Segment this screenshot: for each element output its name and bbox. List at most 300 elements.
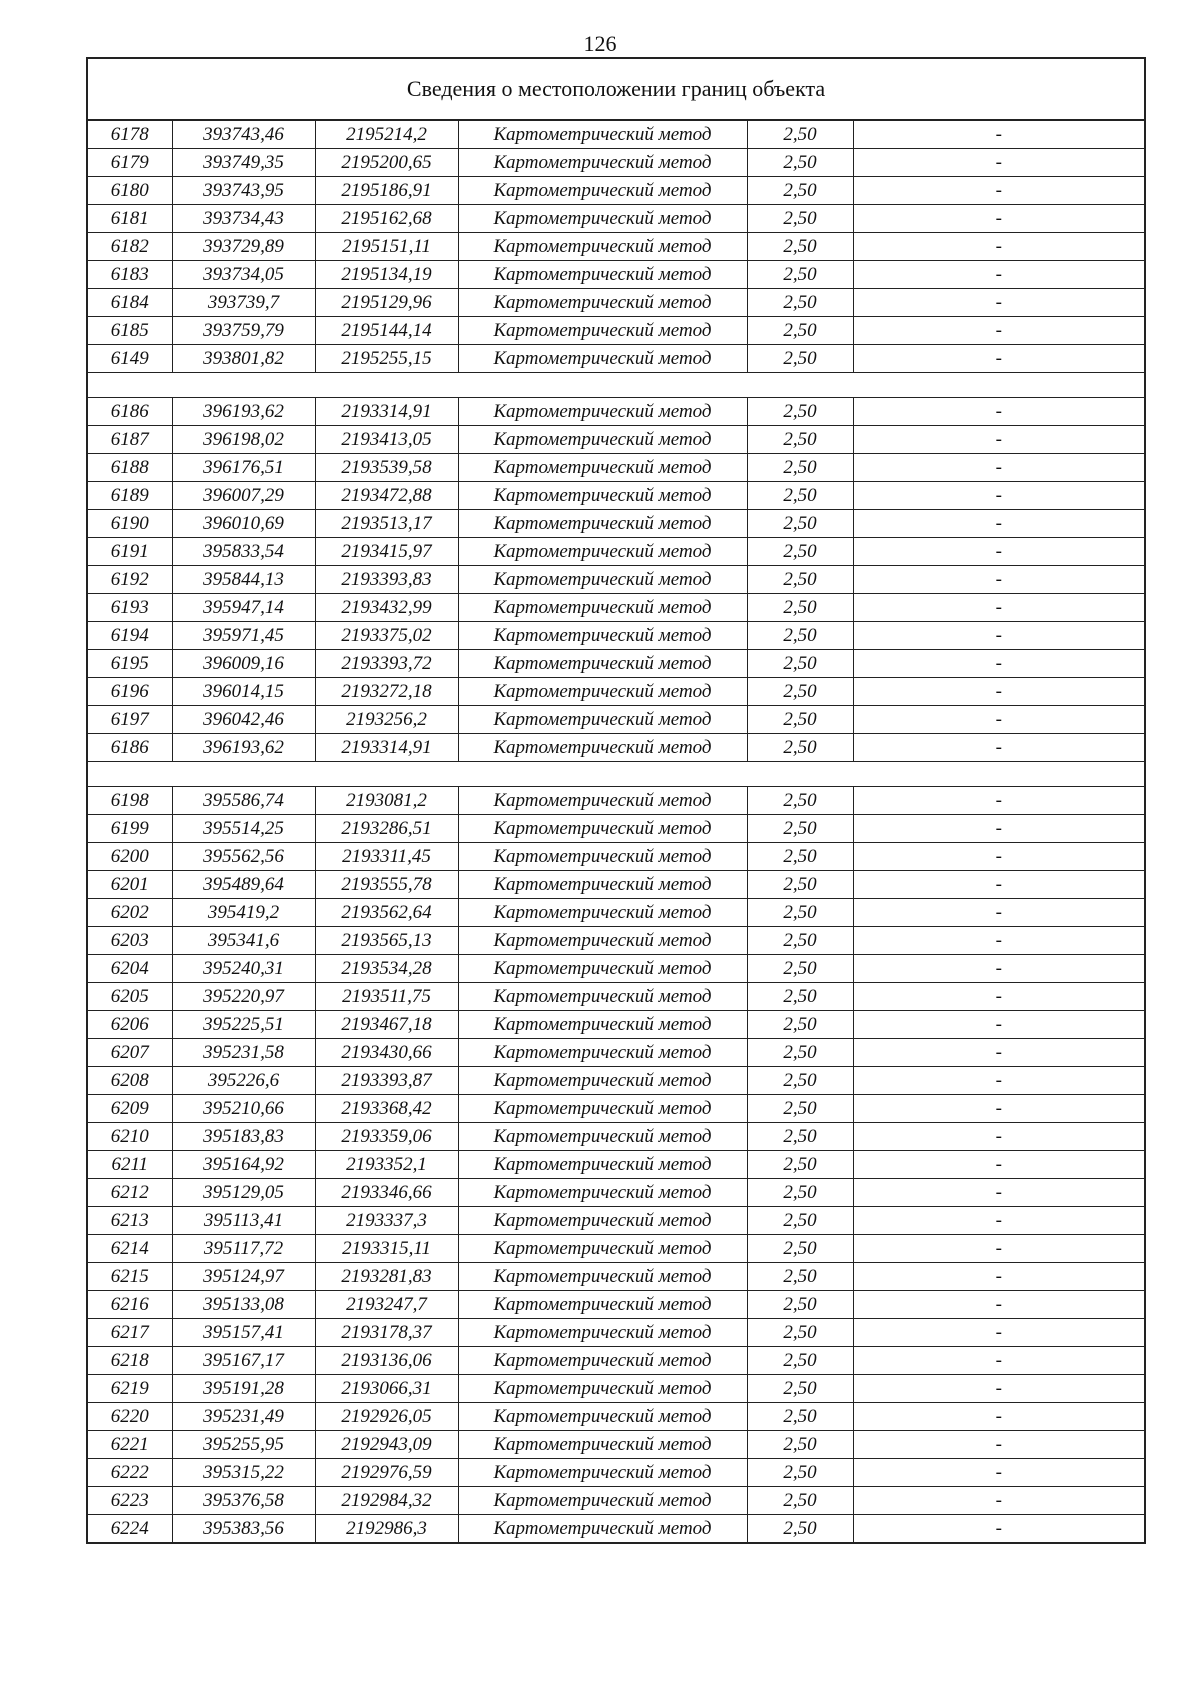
table-row <box>87 843 1145 871</box>
description-cell: - <box>853 1347 1145 1375</box>
point-number-cell: 6206 <box>87 1011 172 1039</box>
table-row <box>87 1011 1145 1039</box>
point-number-cell: 6186 <box>87 398 172 426</box>
coordinate-y-cell: 2195255,15 <box>315 345 458 373</box>
coordinate-x-cell: 395231,58 <box>172 1039 315 1067</box>
point-number-cell: 6192 <box>87 566 172 594</box>
accuracy-cell: 2,50 <box>747 454 853 482</box>
coordinate-x-cell: 395210,66 <box>172 1095 315 1123</box>
accuracy-cell: 2,50 <box>747 205 853 233</box>
coordinate-x-cell: 396014,15 <box>172 678 315 706</box>
method-cell: Картометрический метод <box>458 843 747 871</box>
method-cell: Картометрический метод <box>458 398 747 426</box>
accuracy-cell: 2,50 <box>747 927 853 955</box>
coordinate-y-cell: 2193432,99 <box>315 594 458 622</box>
description-cell: - <box>853 510 1145 538</box>
table-row <box>87 1095 1145 1123</box>
table-row <box>87 482 1145 510</box>
accuracy-cell: 2,50 <box>747 149 853 177</box>
coordinate-y-cell: 2193314,91 <box>315 398 458 426</box>
coordinate-x-cell: 395191,28 <box>172 1375 315 1403</box>
accuracy-cell: 2,50 <box>747 482 853 510</box>
table-row <box>87 1235 1145 1263</box>
coordinate-y-cell: 2193375,02 <box>315 622 458 650</box>
coordinate-x-cell: 396198,02 <box>172 426 315 454</box>
table-row <box>87 566 1145 594</box>
description-cell: - <box>853 398 1145 426</box>
accuracy-cell: 2,50 <box>747 815 853 843</box>
accuracy-cell: 2,50 <box>747 1347 853 1375</box>
description-cell: - <box>853 317 1145 345</box>
method-cell: Картометрический метод <box>458 955 747 983</box>
coordinate-x-cell: 393734,05 <box>172 261 315 289</box>
coordinate-x-cell: 395240,31 <box>172 955 315 983</box>
point-number-cell: 6199 <box>87 815 172 843</box>
point-number-cell: 6219 <box>87 1375 172 1403</box>
table-row <box>87 622 1145 650</box>
table-row <box>87 815 1145 843</box>
accuracy-cell: 2,50 <box>747 233 853 261</box>
description-cell: - <box>853 1067 1145 1095</box>
method-cell: Картометрический метод <box>458 205 747 233</box>
description-cell: - <box>853 1011 1145 1039</box>
table-row <box>87 1291 1145 1319</box>
coordinate-y-cell: 2193513,17 <box>315 510 458 538</box>
coordinate-x-cell: 395124,97 <box>172 1263 315 1291</box>
description-cell: - <box>853 1515 1145 1544</box>
description-cell: - <box>853 1403 1145 1431</box>
coordinate-x-cell: 395220,97 <box>172 983 315 1011</box>
description-cell: - <box>853 1263 1145 1291</box>
accuracy-cell: 2,50 <box>747 426 853 454</box>
method-cell: Картометрический метод <box>458 1375 747 1403</box>
method-cell: Картометрический метод <box>458 899 747 927</box>
point-number-cell: 6196 <box>87 678 172 706</box>
coordinate-y-cell: 2193555,78 <box>315 871 458 899</box>
table-row <box>87 1459 1145 1487</box>
table-row <box>87 149 1145 177</box>
description-cell: - <box>853 983 1145 1011</box>
accuracy-cell: 2,50 <box>747 787 853 815</box>
accuracy-cell: 2,50 <box>747 1235 853 1263</box>
description-cell: - <box>853 1431 1145 1459</box>
method-cell: Картометрический метод <box>458 482 747 510</box>
coordinate-x-cell: 396010,69 <box>172 510 315 538</box>
description-cell: - <box>853 594 1145 622</box>
method-cell: Картометрический метод <box>458 983 747 1011</box>
point-number-cell: 6190 <box>87 510 172 538</box>
table-row <box>87 289 1145 317</box>
description-cell: - <box>853 205 1145 233</box>
table-row <box>87 1319 1145 1347</box>
table-row <box>87 1347 1145 1375</box>
table-row <box>87 261 1145 289</box>
coordinate-x-cell: 395231,49 <box>172 1403 315 1431</box>
method-cell: Картометрический метод <box>458 650 747 678</box>
point-number-cell: 6204 <box>87 955 172 983</box>
point-number-cell: 6213 <box>87 1207 172 1235</box>
accuracy-cell: 2,50 <box>747 1011 853 1039</box>
accuracy-cell: 2,50 <box>747 120 853 149</box>
coordinate-y-cell: 2195186,91 <box>315 177 458 205</box>
coordinate-x-cell: 395255,95 <box>172 1431 315 1459</box>
coordinate-x-cell: 393749,35 <box>172 149 315 177</box>
description-cell: - <box>853 538 1145 566</box>
table-title: Сведения о местоположении границ объекта <box>87 58 1145 120</box>
coordinate-x-cell: 396193,62 <box>172 398 315 426</box>
description-cell: - <box>853 1095 1145 1123</box>
coordinate-x-cell: 393743,46 <box>172 120 315 149</box>
coordinate-x-cell: 395947,14 <box>172 594 315 622</box>
point-number-cell: 6208 <box>87 1067 172 1095</box>
coordinate-x-cell: 395315,22 <box>172 1459 315 1487</box>
method-cell: Картометрический метод <box>458 1459 747 1487</box>
table-row <box>87 650 1145 678</box>
accuracy-cell: 2,50 <box>747 594 853 622</box>
method-cell: Картометрический метод <box>458 678 747 706</box>
description-cell: - <box>853 120 1145 149</box>
method-cell: Картометрический метод <box>458 1487 747 1515</box>
coordinate-x-cell: 396193,62 <box>172 734 315 762</box>
method-cell: Картометрический метод <box>458 289 747 317</box>
coordinate-y-cell: 2192984,32 <box>315 1487 458 1515</box>
coordinate-y-cell: 2193467,18 <box>315 1011 458 1039</box>
description-cell: - <box>853 1487 1145 1515</box>
point-number-cell: 6184 <box>87 289 172 317</box>
point-number-cell: 6216 <box>87 1291 172 1319</box>
point-number-cell: 6212 <box>87 1179 172 1207</box>
point-number-cell: 6218 <box>87 1347 172 1375</box>
point-number-cell: 6186 <box>87 734 172 762</box>
table-row <box>87 1263 1145 1291</box>
description-cell: - <box>853 1151 1145 1179</box>
coordinate-x-cell: 395419,2 <box>172 899 315 927</box>
coordinate-y-cell: 2193256,2 <box>315 706 458 734</box>
description-cell: - <box>853 1459 1145 1487</box>
coordinate-y-cell: 2193281,83 <box>315 1263 458 1291</box>
table-row <box>87 1179 1145 1207</box>
coordinate-x-cell: 395844,13 <box>172 566 315 594</box>
coordinate-y-cell: 2193352,1 <box>315 1151 458 1179</box>
method-cell: Картометрический метод <box>458 927 747 955</box>
description-cell: - <box>853 177 1145 205</box>
table-row <box>87 1151 1145 1179</box>
method-cell: Картометрический метод <box>458 1263 747 1291</box>
accuracy-cell: 2,50 <box>747 1291 853 1319</box>
table-row <box>87 594 1145 622</box>
method-cell: Картометрический метод <box>458 1123 747 1151</box>
point-number-cell: 6217 <box>87 1319 172 1347</box>
coordinate-x-cell: 395129,05 <box>172 1179 315 1207</box>
coordinate-y-cell: 2193415,97 <box>315 538 458 566</box>
table-row <box>87 1123 1145 1151</box>
description-cell: - <box>853 1235 1145 1263</box>
description-cell: - <box>853 787 1145 815</box>
point-number-cell: 6188 <box>87 454 172 482</box>
coordinate-y-cell: 2193472,88 <box>315 482 458 510</box>
description-cell: - <box>853 871 1145 899</box>
table-row <box>87 317 1145 345</box>
coordinate-y-cell: 2193081,2 <box>315 787 458 815</box>
coordinate-y-cell: 2192926,05 <box>315 1403 458 1431</box>
method-cell: Картометрический метод <box>458 426 747 454</box>
point-number-cell: 6149 <box>87 345 172 373</box>
coordinate-x-cell: 395183,83 <box>172 1123 315 1151</box>
description-cell: - <box>853 149 1145 177</box>
point-number-cell: 6207 <box>87 1039 172 1067</box>
description-cell: - <box>853 1179 1145 1207</box>
accuracy-cell: 2,50 <box>747 1207 853 1235</box>
point-number-cell: 6200 <box>87 843 172 871</box>
coordinate-x-cell: 395167,17 <box>172 1347 315 1375</box>
method-cell: Картометрический метод <box>458 1235 747 1263</box>
coordinate-y-cell: 2193393,83 <box>315 566 458 594</box>
accuracy-cell: 2,50 <box>747 566 853 594</box>
point-number-cell: 6189 <box>87 482 172 510</box>
accuracy-cell: 2,50 <box>747 1403 853 1431</box>
description-cell: - <box>853 843 1145 871</box>
point-number-cell: 6194 <box>87 622 172 650</box>
method-cell: Картометрический метод <box>458 177 747 205</box>
coordinate-y-cell: 2193393,72 <box>315 650 458 678</box>
point-number-cell: 6182 <box>87 233 172 261</box>
accuracy-cell: 2,50 <box>747 1319 853 1347</box>
accuracy-cell: 2,50 <box>747 1179 853 1207</box>
description-cell: - <box>853 345 1145 373</box>
table-body <box>87 58 1145 1543</box>
table-row <box>87 955 1145 983</box>
point-number-cell: 6183 <box>87 261 172 289</box>
accuracy-cell: 2,50 <box>747 622 853 650</box>
point-number-cell: 6201 <box>87 871 172 899</box>
coordinate-y-cell: 2193314,91 <box>315 734 458 762</box>
coordinate-y-cell: 2193534,28 <box>315 955 458 983</box>
point-number-cell: 6223 <box>87 1487 172 1515</box>
method-cell: Картометрический метод <box>458 510 747 538</box>
boundary-table-container <box>86 57 1144 1544</box>
accuracy-cell: 2,50 <box>747 1067 853 1095</box>
coordinate-y-cell: 2195151,11 <box>315 233 458 261</box>
description-cell: - <box>853 650 1145 678</box>
point-number-cell: 6214 <box>87 1235 172 1263</box>
table-row <box>87 1487 1145 1515</box>
coordinate-x-cell: 396009,16 <box>172 650 315 678</box>
method-cell: Картометрический метод <box>458 120 747 149</box>
point-number-cell: 6181 <box>87 205 172 233</box>
coordinate-x-cell: 395514,25 <box>172 815 315 843</box>
coordinate-y-cell: 2193368,42 <box>315 1095 458 1123</box>
coordinate-x-cell: 395383,56 <box>172 1515 315 1544</box>
accuracy-cell: 2,50 <box>747 1095 853 1123</box>
accuracy-cell: 2,50 <box>747 289 853 317</box>
description-cell: - <box>853 955 1145 983</box>
coordinate-x-cell: 393729,89 <box>172 233 315 261</box>
point-number-cell: 6210 <box>87 1123 172 1151</box>
table-title-row <box>87 58 1145 120</box>
point-number-cell: 6195 <box>87 650 172 678</box>
method-cell: Картометрический метод <box>458 1291 747 1319</box>
description-cell: - <box>853 734 1145 762</box>
coordinate-x-cell: 395164,92 <box>172 1151 315 1179</box>
coordinate-x-cell: 396176,51 <box>172 454 315 482</box>
point-number-cell: 6224 <box>87 1515 172 1544</box>
accuracy-cell: 2,50 <box>747 1375 853 1403</box>
accuracy-cell: 2,50 <box>747 955 853 983</box>
coordinate-y-cell: 2193136,06 <box>315 1347 458 1375</box>
point-number-cell: 6211 <box>87 1151 172 1179</box>
table-row <box>87 1207 1145 1235</box>
coordinate-y-cell: 2193565,13 <box>315 927 458 955</box>
coordinate-y-cell: 2193562,64 <box>315 899 458 927</box>
coordinate-y-cell: 2193272,18 <box>315 678 458 706</box>
accuracy-cell: 2,50 <box>747 706 853 734</box>
method-cell: Картометрический метод <box>458 454 747 482</box>
coordinate-x-cell: 395226,6 <box>172 1067 315 1095</box>
table-row <box>87 1067 1145 1095</box>
description-cell: - <box>853 927 1145 955</box>
point-number-cell: 6209 <box>87 1095 172 1123</box>
accuracy-cell: 2,50 <box>747 871 853 899</box>
accuracy-cell: 2,50 <box>747 983 853 1011</box>
coordinate-y-cell: 2193337,3 <box>315 1207 458 1235</box>
point-number-cell: 6179 <box>87 149 172 177</box>
coordinate-x-cell: 395562,56 <box>172 843 315 871</box>
description-cell: - <box>853 1319 1145 1347</box>
coordinate-x-cell: 395157,41 <box>172 1319 315 1347</box>
method-cell: Картометрический метод <box>458 1011 747 1039</box>
coordinate-y-cell: 2193359,06 <box>315 1123 458 1151</box>
coordinate-x-cell: 395133,08 <box>172 1291 315 1319</box>
coordinate-x-cell: 395833,54 <box>172 538 315 566</box>
coordinate-y-cell: 2195134,19 <box>315 261 458 289</box>
group-separator-row <box>87 762 1145 787</box>
table-row <box>87 454 1145 482</box>
table-row <box>87 120 1145 149</box>
method-cell: Картометрический метод <box>458 594 747 622</box>
coordinate-y-cell: 2193315,11 <box>315 1235 458 1263</box>
table-row <box>87 871 1145 899</box>
table-row <box>87 899 1145 927</box>
coordinate-y-cell: 2193539,58 <box>315 454 458 482</box>
coordinate-y-cell: 2192986,3 <box>315 1515 458 1544</box>
table-row <box>87 706 1145 734</box>
accuracy-cell: 2,50 <box>747 398 853 426</box>
accuracy-cell: 2,50 <box>747 510 853 538</box>
method-cell: Картометрический метод <box>458 787 747 815</box>
coordinate-x-cell: 395117,72 <box>172 1235 315 1263</box>
coordinate-x-cell: 395225,51 <box>172 1011 315 1039</box>
coordinate-y-cell: 2195129,96 <box>315 289 458 317</box>
table-row <box>87 734 1145 762</box>
coordinate-y-cell: 2195214,2 <box>315 120 458 149</box>
method-cell: Картометрический метод <box>458 149 747 177</box>
coordinate-x-cell: 395971,45 <box>172 622 315 650</box>
table-row <box>87 510 1145 538</box>
coordinate-x-cell: 396007,29 <box>172 482 315 510</box>
accuracy-cell: 2,50 <box>747 317 853 345</box>
method-cell: Картометрический метод <box>458 566 747 594</box>
accuracy-cell: 2,50 <box>747 843 853 871</box>
coordinate-y-cell: 2193286,51 <box>315 815 458 843</box>
accuracy-cell: 2,50 <box>747 1151 853 1179</box>
point-number-cell: 6222 <box>87 1459 172 1487</box>
table-row <box>87 787 1145 815</box>
coordinate-y-cell: 2193413,05 <box>315 426 458 454</box>
description-cell: - <box>853 1375 1145 1403</box>
coordinate-y-cell: 2193346,66 <box>315 1179 458 1207</box>
table-row <box>87 927 1145 955</box>
coordinate-y-cell: 2193430,66 <box>315 1039 458 1067</box>
method-cell: Картометрический метод <box>458 538 747 566</box>
coordinate-y-cell: 2195162,68 <box>315 205 458 233</box>
coordinate-y-cell: 2192976,59 <box>315 1459 458 1487</box>
table-row <box>87 205 1145 233</box>
description-cell: - <box>853 566 1145 594</box>
description-cell: - <box>853 815 1145 843</box>
method-cell: Картометрический метод <box>458 706 747 734</box>
accuracy-cell: 2,50 <box>747 1263 853 1291</box>
point-number-cell: 6205 <box>87 983 172 1011</box>
page-number: 126 <box>583 31 617 56</box>
description-cell: - <box>853 1291 1145 1319</box>
coordinate-y-cell: 2193511,75 <box>315 983 458 1011</box>
description-cell: - <box>853 1123 1145 1151</box>
coordinate-x-cell: 393743,95 <box>172 177 315 205</box>
table-row <box>87 177 1145 205</box>
table-row <box>87 345 1145 373</box>
accuracy-cell: 2,50 <box>747 1459 853 1487</box>
method-cell: Картометрический метод <box>458 815 747 843</box>
coordinate-x-cell: 396042,46 <box>172 706 315 734</box>
table-row <box>87 1375 1145 1403</box>
accuracy-cell: 2,50 <box>747 734 853 762</box>
method-cell: Картометрический метод <box>458 1151 747 1179</box>
coordinate-y-cell: 2195200,65 <box>315 149 458 177</box>
table-row <box>87 1039 1145 1067</box>
accuracy-cell: 2,50 <box>747 1431 853 1459</box>
coordinate-x-cell: 395586,74 <box>172 787 315 815</box>
coordinate-x-cell: 393734,43 <box>172 205 315 233</box>
boundary-coordinates-table <box>86 57 1146 1544</box>
method-cell: Картометрический метод <box>458 622 747 650</box>
method-cell: Картометрический метод <box>458 345 747 373</box>
description-cell: - <box>853 482 1145 510</box>
point-number-cell: 6191 <box>87 538 172 566</box>
accuracy-cell: 2,50 <box>747 1487 853 1515</box>
point-number-cell: 6202 <box>87 899 172 927</box>
description-cell: - <box>853 261 1145 289</box>
description-cell: - <box>853 454 1145 482</box>
method-cell: Картометрический метод <box>458 1319 747 1347</box>
description-cell: - <box>853 1207 1145 1235</box>
description-cell: - <box>853 622 1145 650</box>
point-number-cell: 6185 <box>87 317 172 345</box>
point-number-cell: 6178 <box>87 120 172 149</box>
accuracy-cell: 2,50 <box>747 538 853 566</box>
coordinate-x-cell: 393801,82 <box>172 345 315 373</box>
coordinate-x-cell: 395489,64 <box>172 871 315 899</box>
table-row <box>87 983 1145 1011</box>
coordinate-x-cell: 393739,7 <box>172 289 315 317</box>
method-cell: Картометрический метод <box>458 1067 747 1095</box>
description-cell: - <box>853 233 1145 261</box>
point-number-cell: 6180 <box>87 177 172 205</box>
accuracy-cell: 2,50 <box>747 899 853 927</box>
description-cell: - <box>853 706 1145 734</box>
accuracy-cell: 2,50 <box>747 1515 853 1544</box>
method-cell: Картометрический метод <box>458 1347 747 1375</box>
coordinate-x-cell: 393759,79 <box>172 317 315 345</box>
